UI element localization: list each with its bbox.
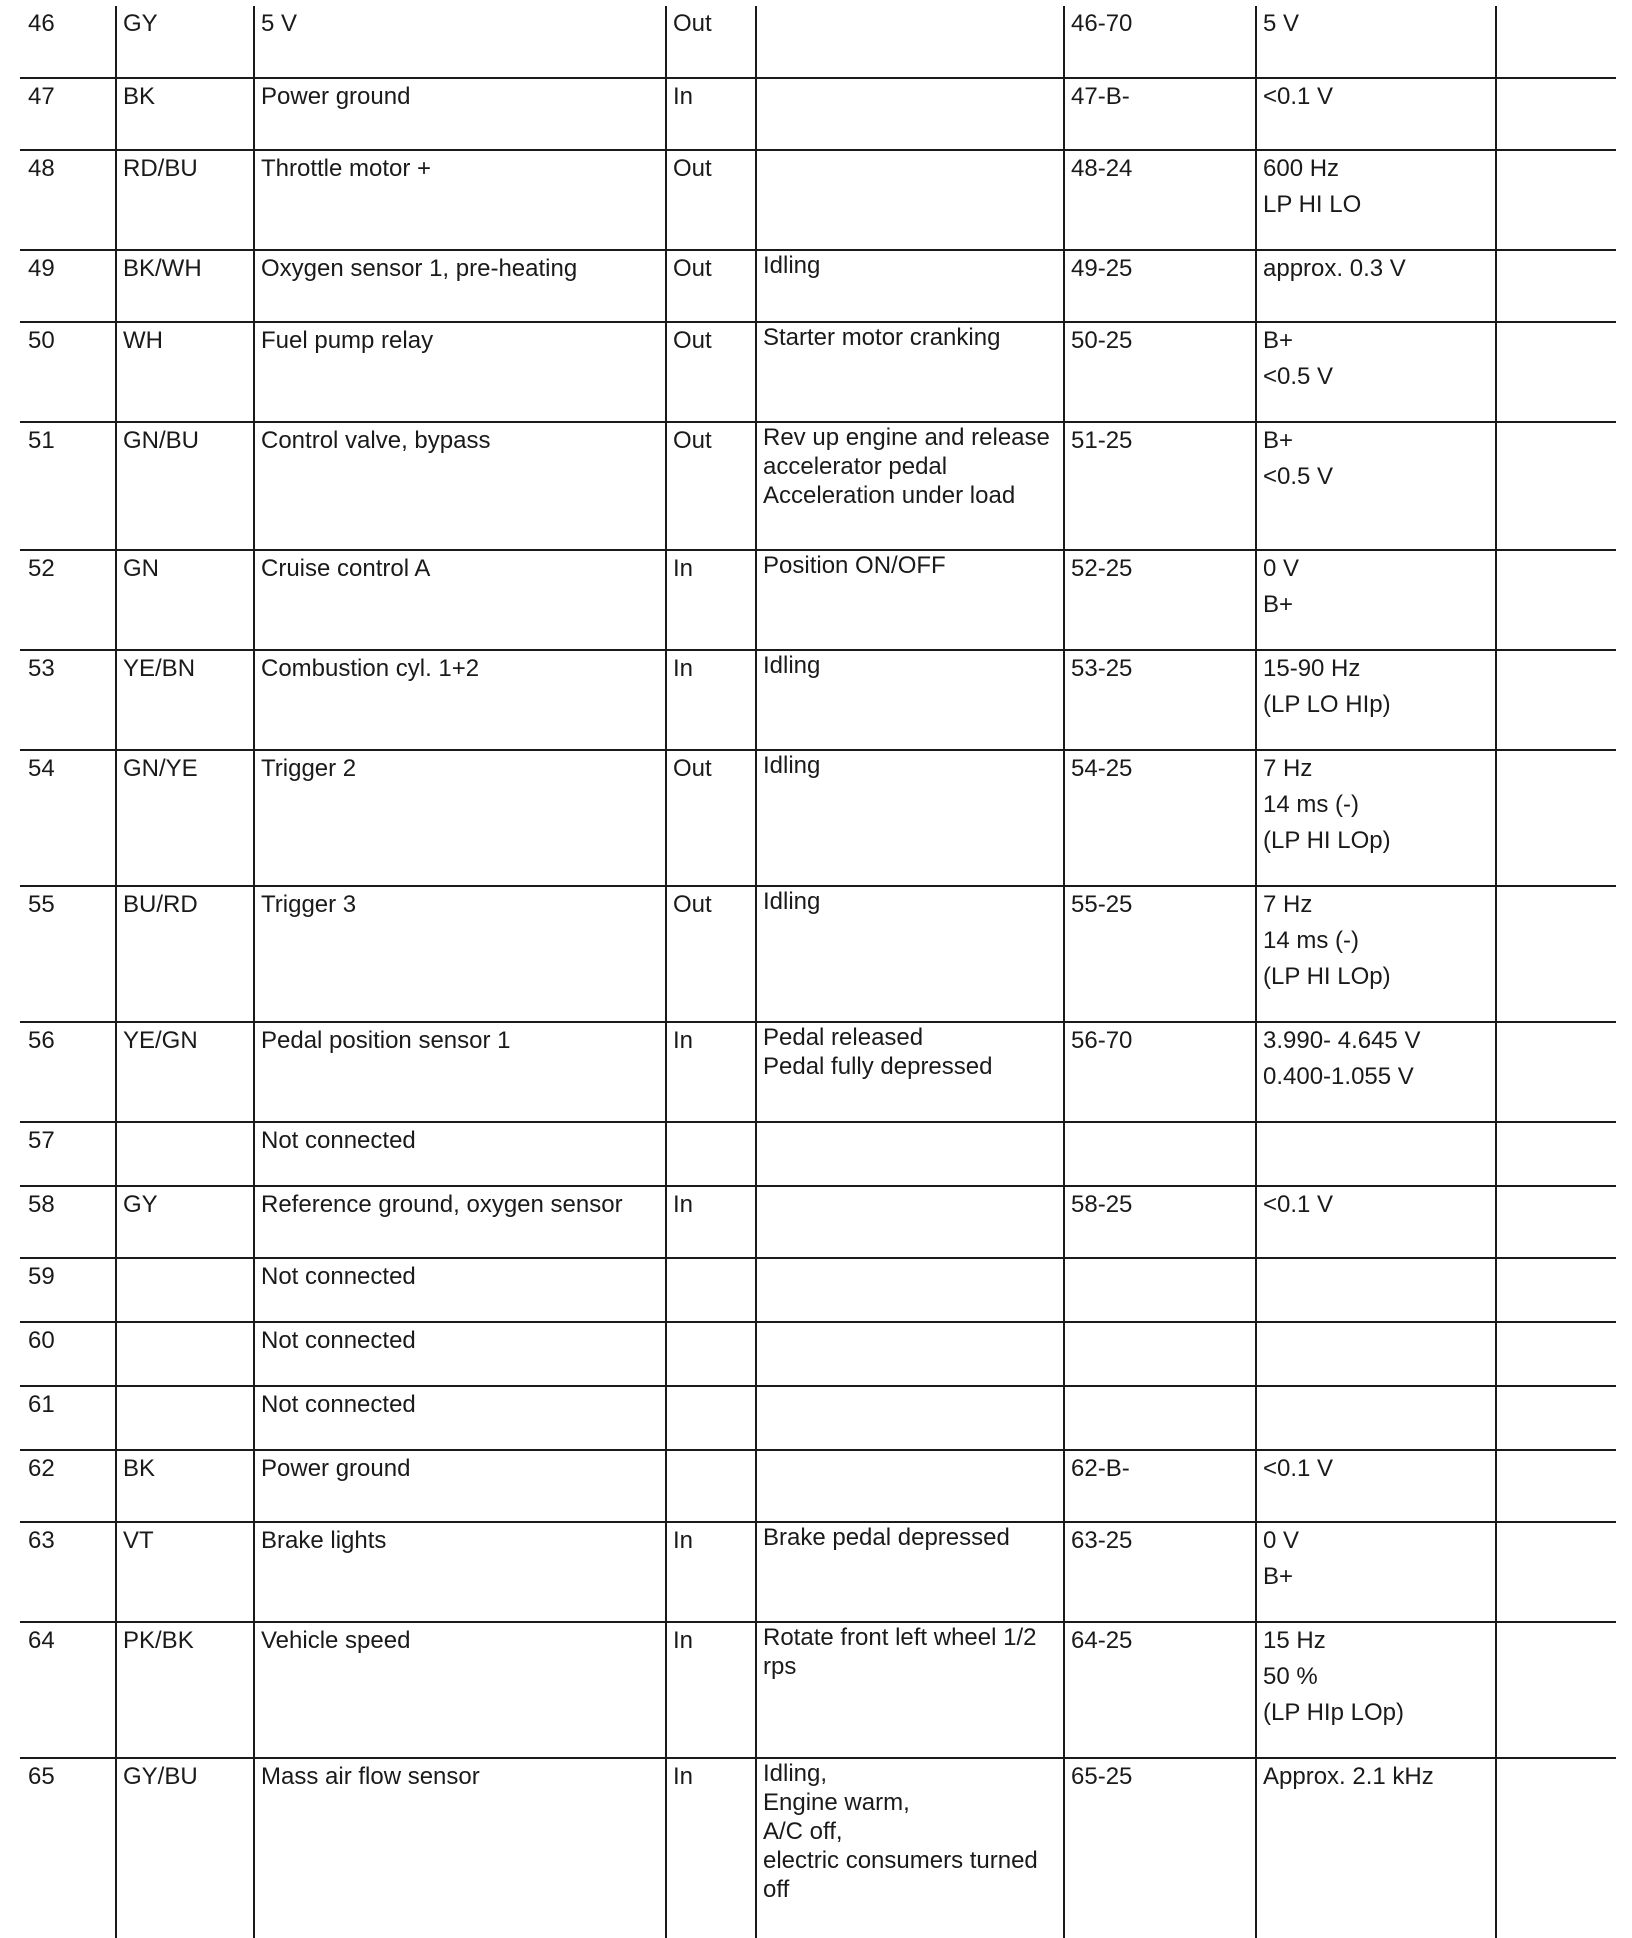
nominal-value-line: LP HI LO bbox=[1263, 191, 1362, 218]
nominal-value bbox=[1256, 1622, 1496, 1758]
test-condition bbox=[756, 650, 1064, 750]
test-condition-line: Idling bbox=[763, 888, 821, 915]
test-condition-line: Pedal fully depressed bbox=[763, 1053, 993, 1080]
pin-description: Trigger 3 bbox=[254, 886, 666, 1022]
test-condition bbox=[756, 1258, 1064, 1322]
nominal-value bbox=[1256, 1386, 1496, 1450]
table-row bbox=[20, 6, 1616, 78]
blank-column bbox=[1496, 1450, 1616, 1522]
signal-direction: Out bbox=[666, 322, 756, 422]
nominal-value bbox=[1256, 1022, 1496, 1122]
blank-column bbox=[1496, 1522, 1616, 1622]
pin-description: Not connected bbox=[254, 1122, 666, 1186]
pin-description: Control valve, bypass bbox=[254, 422, 666, 550]
pin-description: Brake lights bbox=[254, 1522, 666, 1622]
test-condition bbox=[756, 1022, 1064, 1122]
wire-color bbox=[116, 1122, 254, 1186]
pin-number: 55 bbox=[20, 886, 116, 1022]
measure-between: 46-70 bbox=[1064, 6, 1256, 78]
blank-column bbox=[1496, 550, 1616, 650]
measure-between: 65-25 bbox=[1064, 1758, 1256, 1938]
wire-color: BK bbox=[116, 1450, 254, 1522]
nominal-value bbox=[1256, 1450, 1496, 1522]
wire-color: BK bbox=[116, 78, 254, 150]
blank-column bbox=[1496, 1758, 1616, 1938]
test-condition-line: Idling, bbox=[763, 1760, 828, 1787]
test-condition bbox=[756, 1450, 1064, 1522]
signal-direction bbox=[666, 1322, 756, 1386]
table-row bbox=[20, 550, 1616, 650]
wire-color: BK/WH bbox=[116, 250, 254, 322]
table-row bbox=[20, 1522, 1616, 1622]
blank-column bbox=[1496, 1186, 1616, 1258]
test-condition bbox=[756, 250, 1064, 322]
nominal-value-line: B+ bbox=[1263, 427, 1294, 454]
wire-color bbox=[116, 1258, 254, 1322]
signal-direction: In bbox=[666, 1758, 756, 1938]
nominal-value-line: <0.1 V bbox=[1263, 1455, 1334, 1482]
test-condition bbox=[756, 1322, 1064, 1386]
pin-description: Reference ground, oxygen sensor bbox=[254, 1186, 666, 1258]
nominal-value bbox=[1256, 6, 1496, 78]
pin-number: 57 bbox=[20, 1122, 116, 1186]
wire-color: GY bbox=[116, 6, 254, 78]
pin-number: 58 bbox=[20, 1186, 116, 1258]
measure-between: 62-B- bbox=[1064, 1450, 1256, 1522]
nominal-value-line: approx. 0.3 V bbox=[1263, 255, 1406, 282]
nominal-value-line: <0.5 V bbox=[1263, 463, 1334, 490]
signal-direction: In bbox=[666, 1186, 756, 1258]
blank-column bbox=[1496, 78, 1616, 150]
blank-column bbox=[1496, 322, 1616, 422]
test-condition bbox=[756, 750, 1064, 886]
signal-direction: In bbox=[666, 550, 756, 650]
table-row bbox=[20, 250, 1616, 322]
pin-number: 53 bbox=[20, 650, 116, 750]
signal-direction bbox=[666, 1450, 756, 1522]
measure-between: 55-25 bbox=[1064, 886, 1256, 1022]
table-row bbox=[20, 150, 1616, 250]
test-condition bbox=[756, 1186, 1064, 1258]
table-row bbox=[20, 750, 1616, 886]
nominal-value-line: <0.1 V bbox=[1263, 83, 1334, 110]
blank-column bbox=[1496, 1122, 1616, 1186]
blank-column bbox=[1496, 1258, 1616, 1322]
table-row bbox=[20, 650, 1616, 750]
nominal-value-line: 0 V bbox=[1263, 555, 1300, 582]
measure-between: 51-25 bbox=[1064, 422, 1256, 550]
pin-description: Combustion cyl. 1+2 bbox=[254, 650, 666, 750]
table-row bbox=[20, 1186, 1616, 1258]
test-condition bbox=[756, 1758, 1064, 1938]
pin-description: Mass air flow sensor bbox=[254, 1758, 666, 1938]
nominal-value bbox=[1256, 750, 1496, 886]
pin-number: 61 bbox=[20, 1386, 116, 1450]
test-condition-line: Position ON/OFF bbox=[763, 552, 946, 579]
nominal-value-line: 0 V bbox=[1263, 1527, 1300, 1554]
pin-description: Pedal position sensor 1 bbox=[254, 1022, 666, 1122]
measure-between: 52-25 bbox=[1064, 550, 1256, 650]
table-row bbox=[20, 886, 1616, 1022]
nominal-value bbox=[1256, 1522, 1496, 1622]
nominal-value-line: (LP LO HIp) bbox=[1263, 691, 1391, 718]
nominal-value-line: B+ bbox=[1263, 327, 1294, 354]
nominal-value-line: <0.1 V bbox=[1263, 1191, 1334, 1218]
blank-column bbox=[1496, 650, 1616, 750]
wire-color: GN/YE bbox=[116, 750, 254, 886]
test-condition-line: electric consumers turned off bbox=[763, 1847, 1038, 1903]
nominal-value bbox=[1256, 250, 1496, 322]
nominal-value bbox=[1256, 1258, 1496, 1322]
wire-color: GN/BU bbox=[116, 422, 254, 550]
nominal-value-line: 50 % bbox=[1263, 1663, 1318, 1690]
pin-description: Not connected bbox=[254, 1386, 666, 1450]
wire-color: YE/BN bbox=[116, 650, 254, 750]
pin-description: Fuel pump relay bbox=[254, 322, 666, 422]
table-row bbox=[20, 1758, 1616, 1938]
blank-column bbox=[1496, 750, 1616, 886]
table-row bbox=[20, 1022, 1616, 1122]
pin-description: Vehicle speed bbox=[254, 1622, 666, 1758]
pin-number: 52 bbox=[20, 550, 116, 650]
measure-between: 54-25 bbox=[1064, 750, 1256, 886]
wire-color: WH bbox=[116, 322, 254, 422]
pin-description: Not connected bbox=[254, 1322, 666, 1386]
nominal-value-line: 15-90 Hz bbox=[1263, 655, 1361, 682]
blank-column bbox=[1496, 886, 1616, 1022]
test-condition bbox=[756, 322, 1064, 422]
signal-direction: Out bbox=[666, 250, 756, 322]
test-condition-line: A/C off, bbox=[763, 1818, 843, 1845]
pin-number: 51 bbox=[20, 422, 116, 550]
pin-description: Cruise control A bbox=[254, 550, 666, 650]
signal-direction: In bbox=[666, 1622, 756, 1758]
pin-number: 59 bbox=[20, 1258, 116, 1322]
measure-between: 48-24 bbox=[1064, 150, 1256, 250]
wire-color bbox=[116, 1322, 254, 1386]
table-row bbox=[20, 1258, 1616, 1322]
pin-description: Not connected bbox=[254, 1258, 666, 1322]
test-condition bbox=[756, 1386, 1064, 1450]
measure-between bbox=[1064, 1322, 1256, 1386]
test-condition-line: Pedal released bbox=[763, 1024, 924, 1051]
pin-description: Throttle motor + bbox=[254, 150, 666, 250]
pin-description: Oxygen sensor 1, pre-heating bbox=[254, 250, 666, 322]
test-condition bbox=[756, 550, 1064, 650]
nominal-value-line: 7 Hz bbox=[1263, 891, 1313, 918]
measure-between: 64-25 bbox=[1064, 1622, 1256, 1758]
measure-between: 50-25 bbox=[1064, 322, 1256, 422]
nominal-value-line: (LP HI LOp) bbox=[1263, 963, 1391, 990]
table-row bbox=[20, 1386, 1616, 1450]
pin-description: Trigger 2 bbox=[254, 750, 666, 886]
wire-color: GY bbox=[116, 1186, 254, 1258]
pin-number: 50 bbox=[20, 322, 116, 422]
pinout-table-body bbox=[20, 6, 1616, 1938]
blank-column bbox=[1496, 1022, 1616, 1122]
measure-between: 63-25 bbox=[1064, 1522, 1256, 1622]
blank-column bbox=[1496, 1322, 1616, 1386]
wire-color: RD/BU bbox=[116, 150, 254, 250]
table-row bbox=[20, 78, 1616, 150]
test-condition-line: Rotate front left wheel 1/2 rps bbox=[763, 1624, 1037, 1680]
test-condition-line: Idling bbox=[763, 752, 821, 779]
test-condition-line: Idling bbox=[763, 652, 821, 679]
measure-between bbox=[1064, 1122, 1256, 1186]
nominal-value bbox=[1256, 1122, 1496, 1186]
signal-direction bbox=[666, 1258, 756, 1322]
wire-color: BU/RD bbox=[116, 886, 254, 1022]
signal-direction: Out bbox=[666, 6, 756, 78]
measure-between: 56-70 bbox=[1064, 1022, 1256, 1122]
test-condition-line: Engine warm, bbox=[763, 1789, 910, 1816]
pin-number: 46 bbox=[20, 6, 116, 78]
nominal-value bbox=[1256, 1186, 1496, 1258]
wire-color bbox=[116, 1386, 254, 1450]
test-condition bbox=[756, 1622, 1064, 1758]
measure-between: 53-25 bbox=[1064, 650, 1256, 750]
pin-number: 49 bbox=[20, 250, 116, 322]
nominal-value-line: 0.400-1.055 V bbox=[1263, 1063, 1414, 1090]
test-condition bbox=[756, 78, 1064, 150]
table-row bbox=[20, 1622, 1616, 1758]
table-row bbox=[20, 322, 1616, 422]
test-condition bbox=[756, 422, 1064, 550]
signal-direction bbox=[666, 1386, 756, 1450]
pin-number: 60 bbox=[20, 1322, 116, 1386]
nominal-value bbox=[1256, 1758, 1496, 1938]
table-row bbox=[20, 1122, 1616, 1186]
wire-color: GN bbox=[116, 550, 254, 650]
nominal-value-line: 15 Hz bbox=[1263, 1627, 1326, 1654]
measure-between bbox=[1064, 1258, 1256, 1322]
nominal-value-line: 5 V bbox=[1263, 10, 1300, 37]
blank-column bbox=[1496, 422, 1616, 550]
nominal-value-line: 600 Hz bbox=[1263, 155, 1340, 182]
pin-number: 63 bbox=[20, 1522, 116, 1622]
wire-color: VT bbox=[116, 1522, 254, 1622]
measure-between: 49-25 bbox=[1064, 250, 1256, 322]
nominal-value-line: 14 ms (-) bbox=[1263, 791, 1359, 818]
nominal-value-line: 14 ms (-) bbox=[1263, 927, 1359, 954]
blank-column bbox=[1496, 6, 1616, 78]
nominal-value-line: B+ bbox=[1263, 1563, 1294, 1590]
wire-color: GY/BU bbox=[116, 1758, 254, 1938]
pin-number: 65 bbox=[28, 1763, 55, 1790]
table-row bbox=[20, 1450, 1616, 1522]
test-condition bbox=[756, 150, 1064, 250]
nominal-value bbox=[1256, 322, 1496, 422]
signal-direction bbox=[666, 1122, 756, 1186]
signal-direction: In bbox=[666, 1522, 756, 1622]
wire-color: PK/BK bbox=[116, 1622, 254, 1758]
pinout-table bbox=[20, 6, 1616, 1938]
nominal-value bbox=[1256, 422, 1496, 550]
signal-direction: In bbox=[666, 650, 756, 750]
signal-direction: Out bbox=[666, 422, 756, 550]
nominal-value-line: B+ bbox=[1263, 591, 1294, 618]
measure-between: 47-B- bbox=[1064, 78, 1256, 150]
pin-description: Power ground bbox=[254, 78, 666, 150]
pin-number: 62 bbox=[20, 1450, 116, 1522]
pin-number: 47 bbox=[20, 78, 116, 150]
nominal-value-line: Approx. 2.1 kHz bbox=[1263, 1763, 1434, 1790]
measure-between bbox=[1064, 1386, 1256, 1450]
test-condition-line: Starter motor cranking bbox=[763, 324, 1001, 351]
signal-direction: Out bbox=[666, 150, 756, 250]
table-row bbox=[20, 1322, 1616, 1386]
pin-description: Power ground bbox=[254, 1450, 666, 1522]
nominal-value-line: <0.5 V bbox=[1263, 363, 1334, 390]
test-condition-line: Rev up engine and release accelerator pedal bbox=[763, 424, 1050, 480]
nominal-value bbox=[1256, 886, 1496, 1022]
test-condition-line: Idling bbox=[763, 252, 821, 279]
blank-column bbox=[1496, 150, 1616, 250]
signal-direction: Out bbox=[666, 886, 756, 1022]
blank-column bbox=[1496, 1622, 1616, 1758]
blank-column bbox=[1496, 1386, 1616, 1450]
test-condition-line: Brake pedal depressed bbox=[763, 1524, 1010, 1551]
nominal-value bbox=[1256, 650, 1496, 750]
pin-number: 56 bbox=[20, 1022, 116, 1122]
test-condition-line: Acceleration under load bbox=[763, 482, 1016, 509]
test-condition bbox=[756, 886, 1064, 1022]
nominal-value bbox=[1256, 1322, 1496, 1386]
signal-direction: In bbox=[666, 1022, 756, 1122]
test-condition bbox=[756, 6, 1064, 78]
wire-color: YE/GN bbox=[116, 1022, 254, 1122]
pin-number: 54 bbox=[20, 750, 116, 886]
pin-number: 48 bbox=[20, 150, 116, 250]
blank-column bbox=[1496, 250, 1616, 322]
pin-description: 5 V bbox=[254, 6, 666, 78]
measure-between: 58-25 bbox=[1064, 1186, 1256, 1258]
nominal-value bbox=[1256, 150, 1496, 250]
nominal-value-line: (LP HI LOp) bbox=[1263, 827, 1391, 854]
nominal-value-line: (LP HIp LOp) bbox=[1263, 1699, 1404, 1726]
signal-direction: Out bbox=[666, 750, 756, 886]
table-row bbox=[20, 422, 1616, 550]
nominal-value bbox=[1256, 78, 1496, 150]
nominal-value bbox=[1256, 550, 1496, 650]
pin-number: 64 bbox=[20, 1622, 116, 1758]
signal-direction: In bbox=[666, 78, 756, 150]
nominal-value-line: 7 Hz bbox=[1263, 755, 1313, 782]
test-condition bbox=[756, 1122, 1064, 1186]
nominal-value-line: 3.990- 4.645 V bbox=[1263, 1027, 1421, 1054]
test-condition bbox=[756, 1522, 1064, 1622]
